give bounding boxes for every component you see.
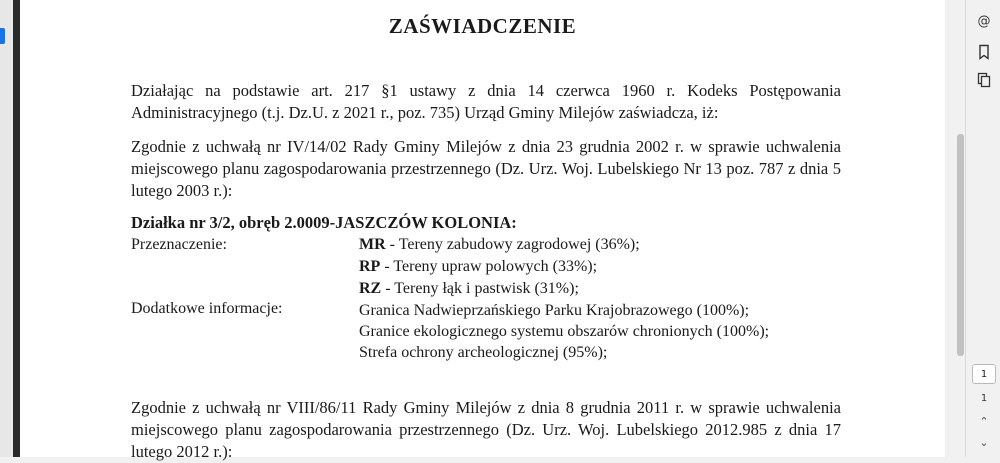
purpose-code: RZ <box>359 280 382 297</box>
resolution-2-paragraph: Zgodnie z uchwałą nr VIII/86/11 Rady Gminy Milejów z dnia 8 grudnia 2011 r. w sprawie uchwalenia miejscowego planu zagospodarowania przestrzennego (Dz. Urz. Woj. Lubelskiego 2012.985 z dnia 17 lutego 2012 r.): <box>131 398 841 461</box>
page-number-input[interactable]: 1 <box>972 364 996 384</box>
purpose-item <box>359 258 597 276</box>
page-edge <box>13 0 20 457</box>
document-page <box>20 0 945 461</box>
copy-icon[interactable] <box>976 72 992 88</box>
document-title: ZAŚWIADCZENIE <box>388 14 577 38</box>
purpose-label: Przeznaczenie: <box>131 236 227 253</box>
left-panel-tab[interactable] <box>0 28 5 44</box>
left-panel-gutter <box>0 0 14 457</box>
purpose-item <box>359 236 640 254</box>
chevron-up-icon[interactable]: ⌃ <box>979 415 989 428</box>
scrollbar-thumb[interactable] <box>957 134 964 356</box>
purpose-code: MR <box>359 236 386 253</box>
purpose-code: RP <box>359 258 381 275</box>
additional-info-item: Granice ekologicznego systemu obszarów chronionych (100%); <box>359 323 770 340</box>
additional-info-label: Dodatkowe informacje: <box>131 300 283 317</box>
viewer-toolbar <box>965 0 1000 457</box>
purpose-item <box>359 280 579 298</box>
resolution-1-paragraph: Zgodnie z uchwałą nr IV/14/02 Rady Gminy Milejów z dnia 23 grudnia 2002 r. w sprawie uchwalenia miejscowego planu zagospodarowania przestrzennego (Dz. Urz. Woj. Lubelskiego Nr 13 poz. 787 z dnia 5 lutego 2003 r.): <box>131 137 841 200</box>
at-sign-icon[interactable]: @ <box>977 14 991 29</box>
plot-heading: Działka nr 3/2, obręb 2.0009-JASZCZÓW KOLONIA: <box>131 213 517 232</box>
chevron-down-icon[interactable]: ⌄ <box>979 436 989 449</box>
bookmark-icon[interactable] <box>976 44 992 60</box>
purpose-text: - Tereny upraw polowych (33%); <box>380 258 598 275</box>
additional-info-item: Granica Nadwieprzańskiego Parku Krajobrazowego (100%); <box>359 302 750 319</box>
additional-info-item: Strefa ochrony archeologicznej (95%); <box>359 344 608 361</box>
purpose-text: - Tereny łąk i pastwisk (31%); <box>381 280 579 297</box>
intro-paragraph: Działając na podstawie art. 217 §1 ustawy z dnia 14 czerwca 1960 r. Kodeks Postępowania Administracyjnego (t.j. Dz.U. z 2021 r., poz. 735) Urząd Gminy Milejów zaświadcza, iż: <box>131 81 841 122</box>
page-total: 1 <box>980 393 988 404</box>
purpose-text: - Tereny zabudowy zagrodowej (36%); <box>385 236 640 253</box>
